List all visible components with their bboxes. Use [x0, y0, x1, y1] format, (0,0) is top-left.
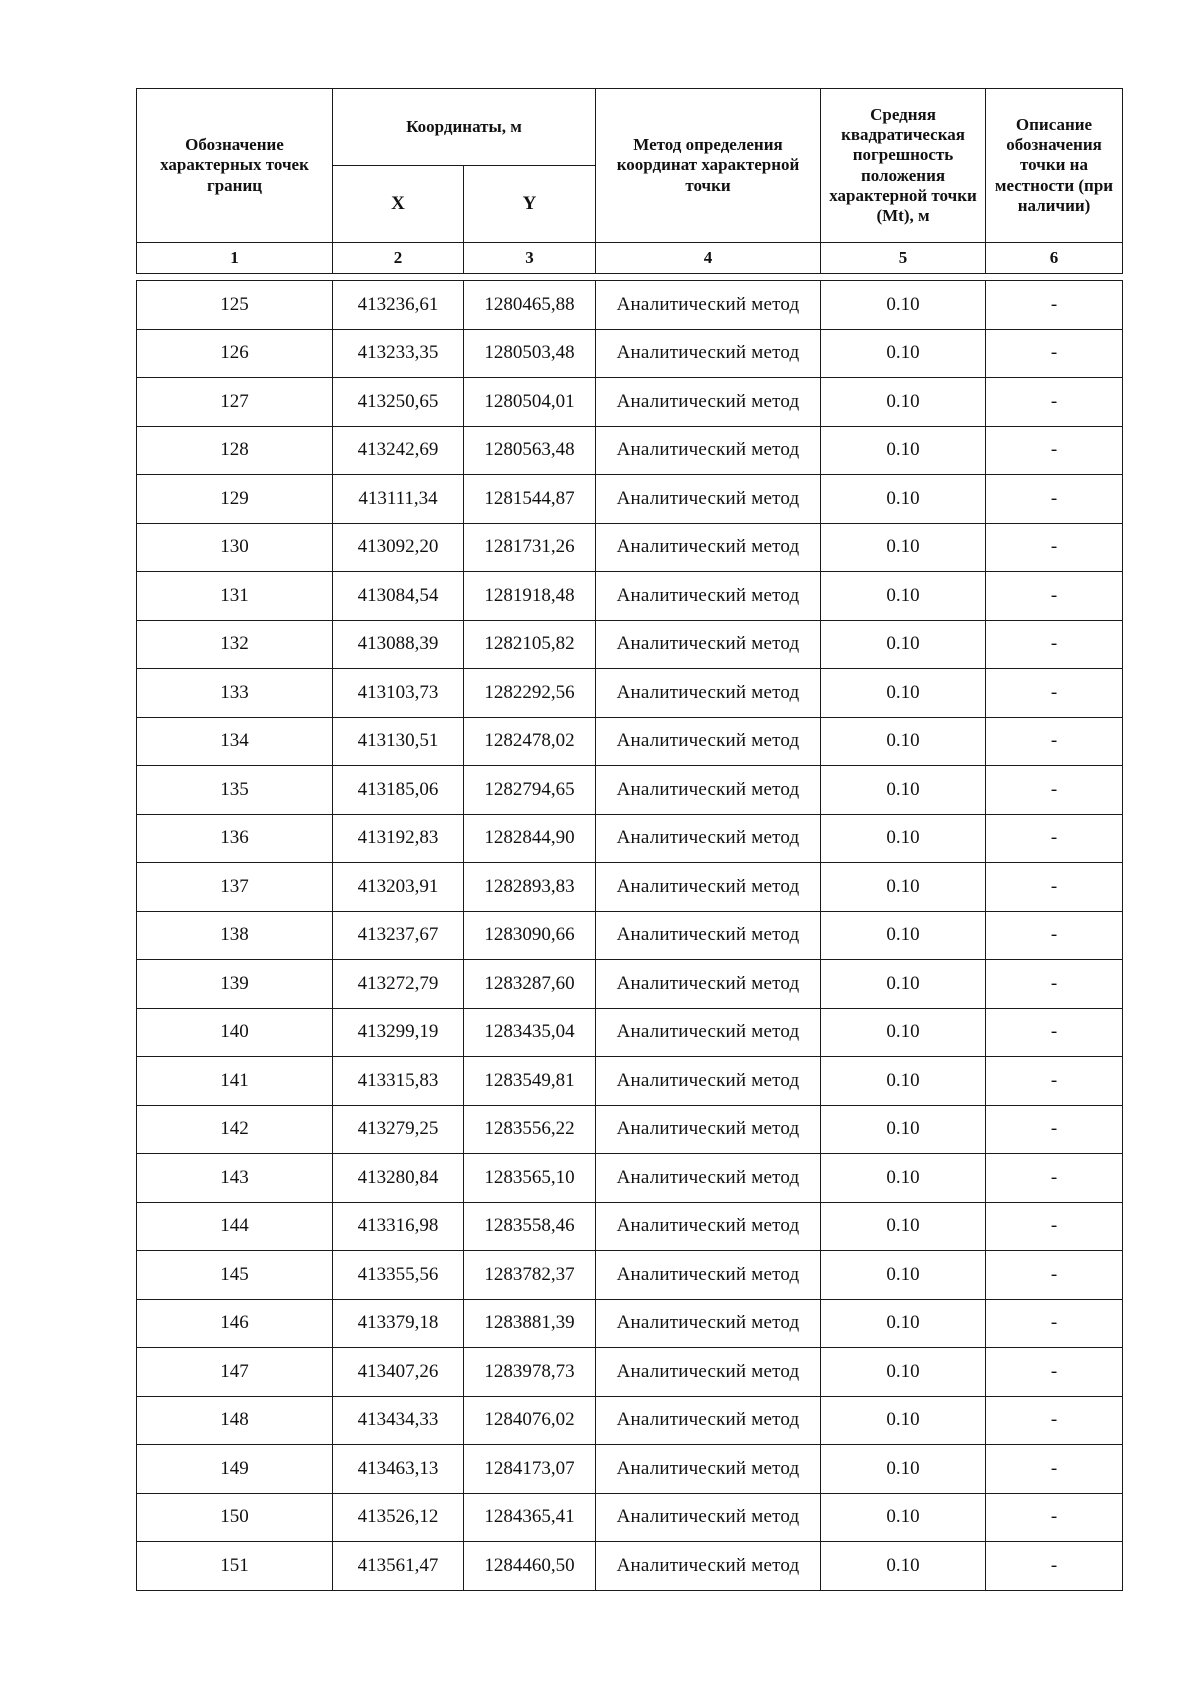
table-row — [137, 669, 1123, 718]
cell-x-coordinate: 413111,34 — [333, 475, 464, 524]
table-row — [137, 960, 1123, 1009]
cell-error: 0.10 — [821, 523, 986, 572]
cell-x-coordinate: 413192,83 — [333, 814, 464, 863]
cell-method: Аналитический метод — [596, 1008, 821, 1057]
cell-x-coordinate: 413236,61 — [333, 281, 464, 330]
cell-description: - — [986, 814, 1123, 863]
table-row — [137, 1348, 1123, 1397]
cell-method: Аналитический метод — [596, 717, 821, 766]
cell-x-coordinate: 413203,91 — [333, 863, 464, 912]
cell-point-number: 143 — [137, 1154, 333, 1203]
cell-x-coordinate: 413103,73 — [333, 669, 464, 718]
cell-x-coordinate: 413526,12 — [333, 1493, 464, 1542]
cell-x-coordinate: 413088,39 — [333, 620, 464, 669]
cell-error: 0.10 — [821, 766, 986, 815]
cell-method: Аналитический метод — [596, 1493, 821, 1542]
cell-point-number: 144 — [137, 1202, 333, 1251]
cell-method: Аналитический метод — [596, 1154, 821, 1203]
cell-y-coordinate: 1281918,48 — [464, 572, 596, 621]
cell-error: 0.10 — [821, 378, 986, 427]
cell-x-coordinate: 413272,79 — [333, 960, 464, 1009]
cell-method: Аналитический метод — [596, 523, 821, 572]
cell-x-coordinate: 413092,20 — [333, 523, 464, 572]
table-row — [137, 426, 1123, 475]
cell-method: Аналитический метод — [596, 475, 821, 524]
table-row — [137, 717, 1123, 766]
cell-y-coordinate: 1283558,46 — [464, 1202, 596, 1251]
cell-error: 0.10 — [821, 281, 986, 330]
cell-method: Аналитический метод — [596, 1251, 821, 1300]
cell-y-coordinate: 1284365,41 — [464, 1493, 596, 1542]
cell-point-number: 132 — [137, 620, 333, 669]
cell-error: 0.10 — [821, 1057, 986, 1106]
document-page — [136, 88, 1122, 1591]
cell-point-number: 130 — [137, 523, 333, 572]
cell-y-coordinate: 1282893,83 — [464, 863, 596, 912]
cell-error: 0.10 — [821, 1542, 986, 1591]
table-row — [137, 1154, 1123, 1203]
cell-error: 0.10 — [821, 1154, 986, 1203]
table-row — [137, 1396, 1123, 1445]
cell-point-number: 134 — [137, 717, 333, 766]
cell-point-number: 149 — [137, 1445, 333, 1494]
cell-method: Аналитический метод — [596, 960, 821, 1009]
cell-method: Аналитический метод — [596, 814, 821, 863]
cell-error: 0.10 — [821, 814, 986, 863]
cell-point-number: 136 — [137, 814, 333, 863]
table-row — [137, 523, 1123, 572]
cell-y-coordinate: 1283565,10 — [464, 1154, 596, 1203]
cell-description: - — [986, 1105, 1123, 1154]
header-method: Метод определения координат характерной точки — [596, 89, 821, 243]
cell-x-coordinate: 413280,84 — [333, 1154, 464, 1203]
table-row — [137, 1105, 1123, 1154]
column-number: 3 — [464, 243, 596, 274]
cell-point-number: 147 — [137, 1348, 333, 1397]
cell-y-coordinate: 1283090,66 — [464, 911, 596, 960]
cell-x-coordinate: 413237,67 — [333, 911, 464, 960]
table-body — [137, 274, 1123, 1591]
table-row — [137, 475, 1123, 524]
table-row — [137, 572, 1123, 621]
table-header — [137, 89, 1123, 274]
cell-error: 0.10 — [821, 1105, 986, 1154]
cell-description: - — [986, 378, 1123, 427]
cell-x-coordinate: 413561,47 — [333, 1542, 464, 1591]
cell-point-number: 125 — [137, 281, 333, 330]
cell-error: 0.10 — [821, 475, 986, 524]
column-number: 4 — [596, 243, 821, 274]
cell-x-coordinate: 413407,26 — [333, 1348, 464, 1397]
cell-error: 0.10 — [821, 717, 986, 766]
column-number: 5 — [821, 243, 986, 274]
cell-y-coordinate: 1283881,39 — [464, 1299, 596, 1348]
cell-error: 0.10 — [821, 1396, 986, 1445]
cell-y-coordinate: 1282292,56 — [464, 669, 596, 718]
cell-description: - — [986, 1396, 1123, 1445]
cell-description: - — [986, 1445, 1123, 1494]
cell-method: Аналитический метод — [596, 1396, 821, 1445]
table-row — [137, 329, 1123, 378]
cell-y-coordinate: 1280504,01 — [464, 378, 596, 427]
cell-point-number: 126 — [137, 329, 333, 378]
cell-x-coordinate: 413316,98 — [333, 1202, 464, 1251]
table-row — [137, 1202, 1123, 1251]
cell-error: 0.10 — [821, 1493, 986, 1542]
cell-error: 0.10 — [821, 1008, 986, 1057]
table-row — [137, 1057, 1123, 1106]
cell-point-number: 128 — [137, 426, 333, 475]
cell-description: - — [986, 426, 1123, 475]
cell-y-coordinate: 1281731,26 — [464, 523, 596, 572]
cell-point-number: 135 — [137, 766, 333, 815]
cell-error: 0.10 — [821, 669, 986, 718]
cell-description: - — [986, 1493, 1123, 1542]
column-number: 1 — [137, 243, 333, 274]
cell-description: - — [986, 475, 1123, 524]
table-row — [137, 863, 1123, 912]
cell-error: 0.10 — [821, 1299, 986, 1348]
cell-y-coordinate: 1280503,48 — [464, 329, 596, 378]
cell-point-number: 140 — [137, 1008, 333, 1057]
cell-x-coordinate: 413250,65 — [333, 378, 464, 427]
cell-point-number: 137 — [137, 863, 333, 912]
table-row — [137, 281, 1123, 330]
cell-description: - — [986, 766, 1123, 815]
cell-y-coordinate: 1283287,60 — [464, 960, 596, 1009]
cell-x-coordinate: 413434,33 — [333, 1396, 464, 1445]
cell-y-coordinate: 1283782,37 — [464, 1251, 596, 1300]
table-row — [137, 814, 1123, 863]
cell-description: - — [986, 1251, 1123, 1300]
table-row — [137, 911, 1123, 960]
cell-point-number: 133 — [137, 669, 333, 718]
cell-description: - — [986, 1299, 1123, 1348]
table-row — [137, 1251, 1123, 1300]
header-error: Средняя квадратическая погрешность положения характерной точки (Mt), м — [821, 89, 986, 243]
cell-method: Аналитический метод — [596, 863, 821, 912]
cell-method: Аналитический метод — [596, 378, 821, 427]
table-row — [137, 1493, 1123, 1542]
cell-x-coordinate: 413299,19 — [333, 1008, 464, 1057]
cell-x-coordinate: 413185,06 — [333, 766, 464, 815]
cell-method: Аналитический метод — [596, 766, 821, 815]
cell-method: Аналитический метод — [596, 1542, 821, 1591]
cell-x-coordinate: 413130,51 — [333, 717, 464, 766]
cell-y-coordinate: 1283978,73 — [464, 1348, 596, 1397]
cell-y-coordinate: 1283435,04 — [464, 1008, 596, 1057]
cell-error: 0.10 — [821, 960, 986, 1009]
cell-description: - — [986, 1542, 1123, 1591]
cell-x-coordinate: 413279,25 — [333, 1105, 464, 1154]
cell-method: Аналитический метод — [596, 1348, 821, 1397]
cell-y-coordinate: 1284173,07 — [464, 1445, 596, 1494]
cell-description: - — [986, 717, 1123, 766]
cell-method: Аналитический метод — [596, 1105, 821, 1154]
cell-point-number: 127 — [137, 378, 333, 427]
cell-description: - — [986, 863, 1123, 912]
cell-description: - — [986, 523, 1123, 572]
table-row — [137, 1542, 1123, 1591]
cell-method: Аналитический метод — [596, 329, 821, 378]
cell-error: 0.10 — [821, 572, 986, 621]
column-number: 2 — [333, 243, 464, 274]
cell-method: Аналитический метод — [596, 911, 821, 960]
cell-y-coordinate: 1282844,90 — [464, 814, 596, 863]
cell-point-number: 151 — [137, 1542, 333, 1591]
cell-x-coordinate: 413242,69 — [333, 426, 464, 475]
cell-description: - — [986, 281, 1123, 330]
cell-error: 0.10 — [821, 426, 986, 475]
cell-method: Аналитический метод — [596, 669, 821, 718]
table-row — [137, 1299, 1123, 1348]
cell-method: Аналитический метод — [596, 1445, 821, 1494]
cell-point-number: 142 — [137, 1105, 333, 1154]
cell-description: - — [986, 1057, 1123, 1106]
cell-description: - — [986, 960, 1123, 1009]
cell-point-number: 139 — [137, 960, 333, 1009]
cell-description: - — [986, 329, 1123, 378]
cell-method: Аналитический метод — [596, 426, 821, 475]
cell-method: Аналитический метод — [596, 572, 821, 621]
cell-description: - — [986, 669, 1123, 718]
table-row — [137, 620, 1123, 669]
boundary-points-table — [136, 88, 1123, 1591]
cell-point-number: 145 — [137, 1251, 333, 1300]
cell-error: 0.10 — [821, 329, 986, 378]
cell-error: 0.10 — [821, 620, 986, 669]
cell-error: 0.10 — [821, 1251, 986, 1300]
header-x: X — [333, 166, 464, 243]
table-row — [137, 378, 1123, 427]
cell-x-coordinate: 413379,18 — [333, 1299, 464, 1348]
cell-point-number: 141 — [137, 1057, 333, 1106]
table-row — [137, 1445, 1123, 1494]
cell-description: - — [986, 572, 1123, 621]
cell-point-number: 138 — [137, 911, 333, 960]
header-gap — [137, 274, 1123, 281]
cell-error: 0.10 — [821, 863, 986, 912]
header-y: Y — [464, 166, 596, 243]
table-row — [137, 766, 1123, 815]
cell-method: Аналитический метод — [596, 1202, 821, 1251]
cell-point-number: 129 — [137, 475, 333, 524]
cell-method: Аналитический метод — [596, 281, 821, 330]
cell-method: Аналитический метод — [596, 1299, 821, 1348]
cell-y-coordinate: 1280563,48 — [464, 426, 596, 475]
cell-error: 0.10 — [821, 1202, 986, 1251]
cell-y-coordinate: 1282478,02 — [464, 717, 596, 766]
cell-x-coordinate: 413355,56 — [333, 1251, 464, 1300]
cell-method: Аналитический метод — [596, 1057, 821, 1106]
cell-description: - — [986, 1348, 1123, 1397]
cell-y-coordinate: 1281544,87 — [464, 475, 596, 524]
cell-point-number: 146 — [137, 1299, 333, 1348]
cell-method: Аналитический метод — [596, 620, 821, 669]
cell-y-coordinate: 1280465,88 — [464, 281, 596, 330]
cell-point-number: 150 — [137, 1493, 333, 1542]
cell-y-coordinate: 1284076,02 — [464, 1396, 596, 1445]
cell-x-coordinate: 413233,35 — [333, 329, 464, 378]
cell-y-coordinate: 1283549,81 — [464, 1057, 596, 1106]
cell-y-coordinate: 1284460,50 — [464, 1542, 596, 1591]
cell-description: - — [986, 620, 1123, 669]
cell-description: - — [986, 1202, 1123, 1251]
cell-error: 0.10 — [821, 1348, 986, 1397]
cell-x-coordinate: 413084,54 — [333, 572, 464, 621]
header-description: Описание обозначения точки на местности (при наличии) — [986, 89, 1123, 243]
cell-description: - — [986, 911, 1123, 960]
cell-error: 0.10 — [821, 1445, 986, 1494]
cell-point-number: 131 — [137, 572, 333, 621]
header-coordinates: Координаты, м — [333, 89, 596, 166]
cell-y-coordinate: 1282794,65 — [464, 766, 596, 815]
cell-error: 0.10 — [821, 911, 986, 960]
table-row — [137, 1008, 1123, 1057]
cell-x-coordinate: 413463,13 — [333, 1445, 464, 1494]
cell-point-number: 148 — [137, 1396, 333, 1445]
cell-x-coordinate: 413315,83 — [333, 1057, 464, 1106]
column-number: 6 — [986, 243, 1123, 274]
cell-description: - — [986, 1154, 1123, 1203]
cell-y-coordinate: 1283556,22 — [464, 1105, 596, 1154]
cell-y-coordinate: 1282105,82 — [464, 620, 596, 669]
header-point-designation: Обозначение характерных точек границ — [137, 89, 333, 243]
cell-description: - — [986, 1008, 1123, 1057]
